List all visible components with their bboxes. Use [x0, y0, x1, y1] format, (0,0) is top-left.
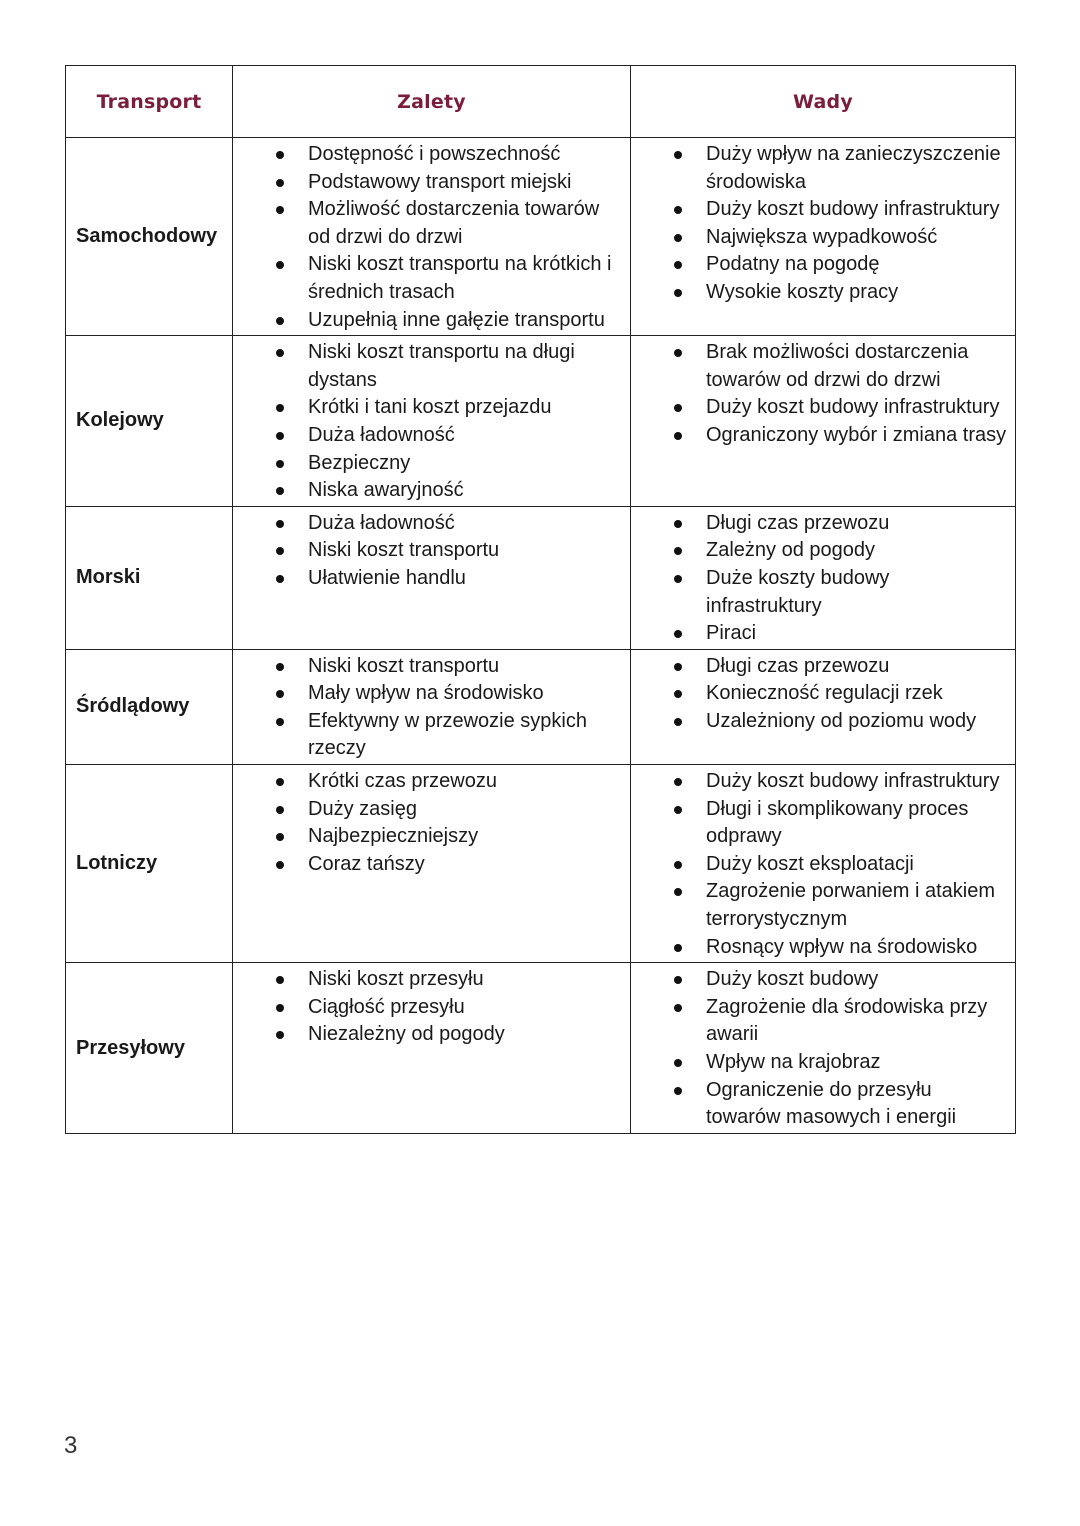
disadvantage-item: Długi i skomplikowany proces odprawy: [631, 796, 1009, 851]
transport-comparison-table: [65, 65, 1016, 1134]
table-row: [66, 963, 1016, 1134]
advantage-item: Duża ładowność: [233, 422, 624, 450]
advantage-item: Duża ładowność: [233, 510, 624, 538]
transport-type-name: Lotniczy: [66, 765, 233, 963]
disadvantage-item: Duży wpływ na zanieczyszczenie środowiska: [631, 141, 1009, 196]
advantage-item: Bezpieczny: [233, 450, 624, 478]
disadvantage-item: Wysokie koszty pracy: [631, 279, 1009, 307]
disadvantage-item: Ograniczony wybór i zmiana trasy: [631, 422, 1009, 450]
disadvantage-item: Duże koszty budowy infrastruktury: [631, 565, 1009, 620]
advantage-item: Uzupełnią inne gałęzie transportu: [233, 307, 624, 335]
advantage-item: Ciągłość przesyłu: [233, 994, 624, 1022]
advantage-item: Niski koszt transportu: [233, 653, 624, 681]
advantage-item: Krótki czas przewozu: [233, 768, 624, 796]
advantage-item: Niski koszt transportu na długi dystans: [233, 339, 624, 394]
advantage-item: Ułatwienie handlu: [233, 565, 624, 593]
advantages-list: [233, 138, 630, 335]
table-row: [66, 649, 1016, 764]
table-body: [66, 138, 1016, 1134]
advantages-cell: [233, 765, 631, 963]
disadvantage-item: Duży koszt budowy infrastruktury: [631, 768, 1009, 796]
advantage-item: Dostępność i powszechność: [233, 141, 624, 169]
disadvantage-item: Uzależniony od poziomu wody: [631, 708, 1009, 736]
advantage-item: Niezależny od pogody: [233, 1021, 624, 1049]
advantage-item: Możliwość dostarczenia towarów od drzwi do drzwi: [233, 196, 624, 251]
advantages-list: [233, 963, 630, 1050]
disadvantages-cell: [631, 336, 1016, 507]
advantages-list: [233, 336, 630, 506]
disadvantage-item: Największa wypadkowość: [631, 224, 1009, 252]
disadvantages-list: [631, 765, 1015, 962]
transport-type-name: Samochodowy: [66, 138, 233, 336]
advantage-item: Efektywny w przewozie sypkich rzeczy: [233, 708, 624, 763]
table-row: [66, 138, 1016, 336]
advantage-item: Niska awaryjność: [233, 477, 624, 505]
advantage-item: Niski koszt przesyłu: [233, 966, 624, 994]
advantages-cell: [233, 506, 631, 649]
header-transport: Transport: [66, 66, 233, 138]
disadvantage-item: Podatny na pogodę: [631, 251, 1009, 279]
disadvantages-list: [631, 650, 1015, 737]
advantage-item: Najbezpieczniejszy: [233, 823, 624, 851]
advantages-cell: [233, 336, 631, 507]
disadvantages-list: [631, 507, 1015, 649]
disadvantage-item: Zależny od pogody: [631, 537, 1009, 565]
disadvantage-item: Duży koszt budowy: [631, 966, 1009, 994]
advantage-item: Coraz tańszy: [233, 851, 624, 879]
transport-type-name: Śródlądowy: [66, 649, 233, 764]
disadvantage-item: Długi czas przewozu: [631, 510, 1009, 538]
table-row: [66, 765, 1016, 963]
disadvantage-item: Długi czas przewozu: [631, 653, 1009, 681]
disadvantages-cell: [631, 506, 1016, 649]
disadvantages-cell: [631, 138, 1016, 336]
disadvantage-item: Brak możliwości dostarczenia towarów od drzwi do drzwi: [631, 339, 1009, 394]
advantages-list: [233, 765, 630, 879]
disadvantage-item: Ograniczenie do przesyłu towarów masowych i energii: [631, 1077, 1009, 1132]
disadvantage-item: Zagrożenie dla środowiska przy awarii: [631, 994, 1009, 1049]
table-header-row: [66, 66, 1016, 138]
disadvantages-cell: [631, 765, 1016, 963]
disadvantage-item: Wpływ na krajobraz: [631, 1049, 1009, 1077]
disadvantage-item: Duży koszt budowy infrastruktury: [631, 394, 1009, 422]
disadvantage-item: Duży koszt eksploatacji: [631, 851, 1009, 879]
advantages-cell: [233, 138, 631, 336]
advantage-item: Niski koszt transportu na krótkich i średnich trasach: [233, 251, 624, 306]
disadvantage-item: Rosnący wpływ na środowisko: [631, 934, 1009, 962]
advantages-list: [233, 507, 630, 594]
disadvantage-item: Piraci: [631, 620, 1009, 648]
disadvantages-cell: [631, 963, 1016, 1134]
advantages-cell: [233, 963, 631, 1134]
disadvantages-list: [631, 138, 1015, 308]
disadvantages-list: [631, 336, 1015, 450]
advantage-item: Krótki i tani koszt przejazdu: [233, 394, 624, 422]
header-wady: Wady: [631, 66, 1016, 138]
transport-type-name: Morski: [66, 506, 233, 649]
advantages-cell: [233, 649, 631, 764]
table-row: [66, 506, 1016, 649]
table-row: [66, 336, 1016, 507]
advantage-item: Niski koszt transportu: [233, 537, 624, 565]
page-number: 3: [64, 1432, 78, 1459]
transport-type-name: Kolejowy: [66, 336, 233, 507]
disadvantage-item: Zagrożenie porwaniem i atakiem terrorystycznym: [631, 878, 1009, 933]
advantage-item: Podstawowy transport miejski: [233, 169, 624, 197]
advantages-list: [233, 650, 630, 764]
disadvantages-list: [631, 963, 1015, 1133]
transport-type-name: Przesyłowy: [66, 963, 233, 1134]
disadvantage-item: Konieczność regulacji rzek: [631, 680, 1009, 708]
disadvantages-cell: [631, 649, 1016, 764]
disadvantage-item: Duży koszt budowy infrastruktury: [631, 196, 1009, 224]
header-zalety: Zalety: [233, 66, 631, 138]
advantage-item: Mały wpływ na środowisko: [233, 680, 624, 708]
advantage-item: Duży zasięg: [233, 796, 624, 824]
